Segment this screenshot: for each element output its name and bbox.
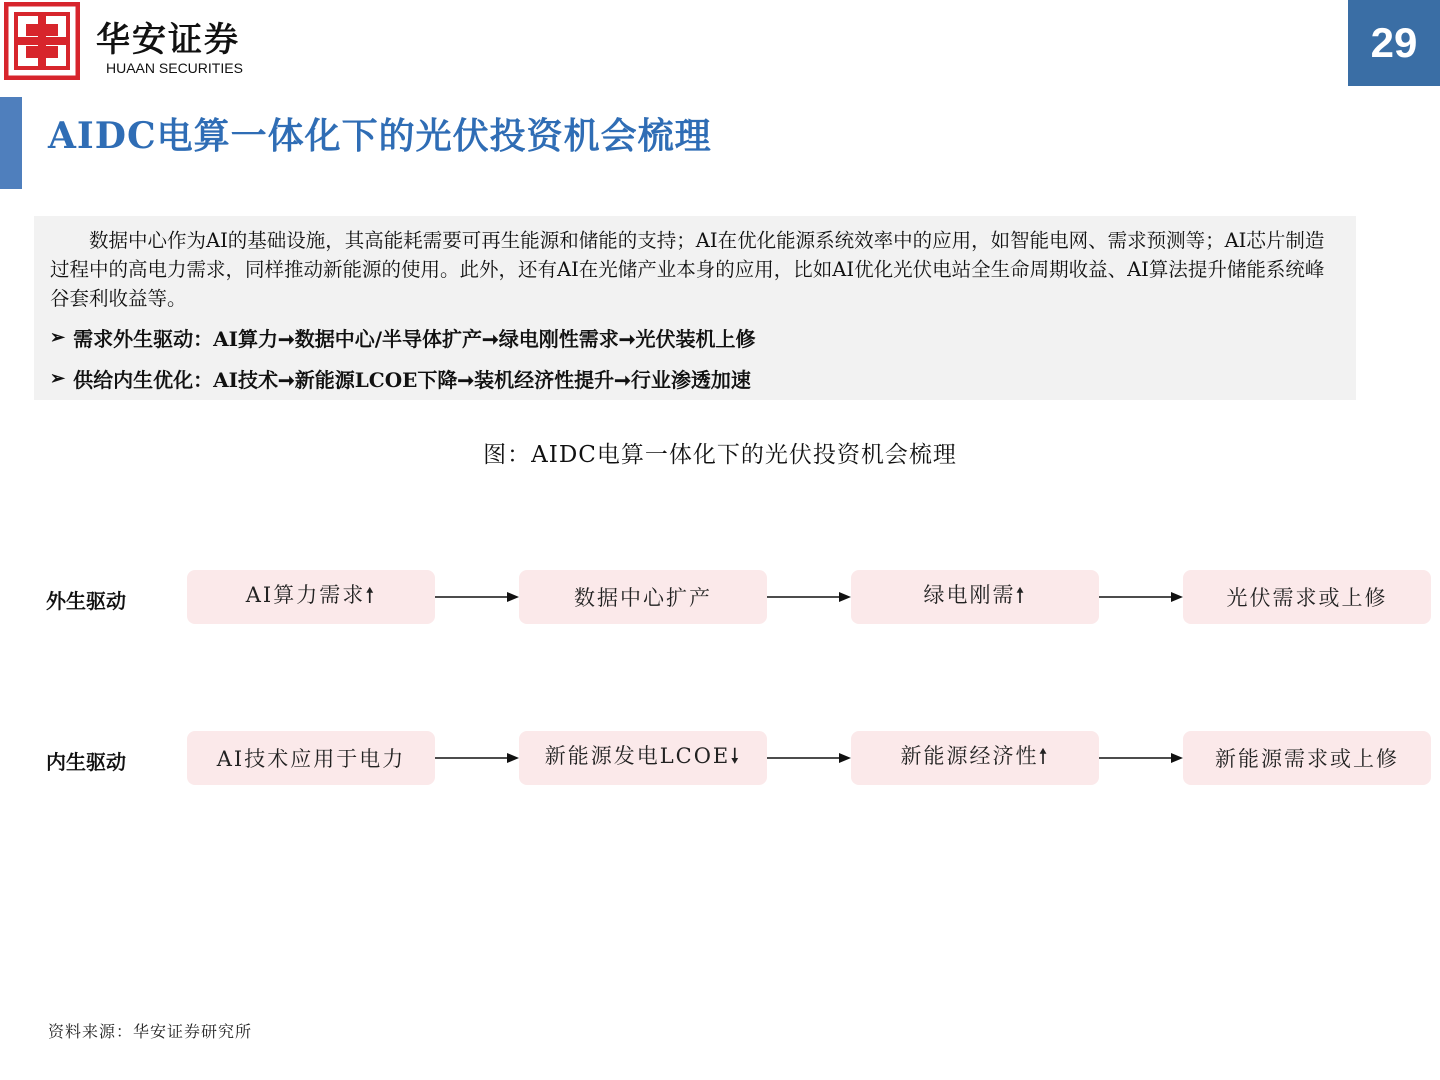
flow-box: 新能源需求或上修 (1183, 731, 1431, 785)
huaan-logo-icon (4, 2, 80, 80)
flow-box: AI算力需求🠕 (187, 570, 435, 624)
flow-arrow-icon (1099, 587, 1183, 607)
bullet-arrow-icon: ➢ (50, 327, 66, 348)
row-label-endogenous: 内生驱动 (46, 750, 126, 774)
flow-box: 数据中心扩产 (519, 570, 767, 624)
summary-paragraph: 数据中心作为AI的基础设施，其高能耗需要可再生能源和储能的支持；AI在优化能源系统效率中的应用，如智能电网、需求预测等；AI芯片制造过程中的高电力需求，同样推动新能源的使用。此外，还有AI在光储产业本身的应用，比如AI优化光伏电站全生命周期收益、AI算法提升储能系统峰谷套利收益等。 (50, 229, 1325, 310)
flow-arrow-icon (435, 748, 519, 768)
title-accent-bar (0, 97, 22, 189)
slide-title: AIDC电算一体化下的光伏投资机会梳理 (48, 115, 712, 157)
summary-box (34, 216, 1356, 400)
bullet-text: 供给内生优化：AI技术➞新能源LCOE下降➞装机经济性提升➞行业渗透加速 (73, 368, 751, 392)
row-label-exogenous: 外生驱动 (46, 589, 126, 613)
flow-box: AI技术应用于电力 (187, 731, 435, 785)
flow-arrow-icon (767, 748, 851, 768)
brand-name-cn: 华安证券 (96, 20, 240, 60)
brand-name-en: HUAAN SECURITIES (106, 60, 243, 76)
bullet-arrow-icon: ➢ (50, 368, 66, 389)
bullet-demand (50, 323, 1338, 352)
bullet-supply (50, 364, 1338, 393)
page-number: 29 (1348, 0, 1440, 86)
flow-arrow-icon (767, 587, 851, 607)
flow-box: 光伏需求或上修 (1183, 570, 1431, 624)
flow-box: 新能源经济性🠕 (851, 731, 1099, 785)
figure-caption: 图：AIDC电算一体化下的光伏投资机会梳理 (483, 442, 957, 468)
source-note: 资料来源：华安证券研究所 (48, 1022, 253, 1041)
flow-arrow-icon (1099, 748, 1183, 768)
flow-box: 绿电刚需🠕 (851, 570, 1099, 624)
flow-arrow-icon (435, 587, 519, 607)
flow-box: 新能源发电LCOE🠗 (519, 731, 767, 785)
bullet-text: 需求外生驱动：AI算力➞数据中心/半导体扩产➞绿电刚性需求➞光伏装机上修 (73, 327, 756, 351)
